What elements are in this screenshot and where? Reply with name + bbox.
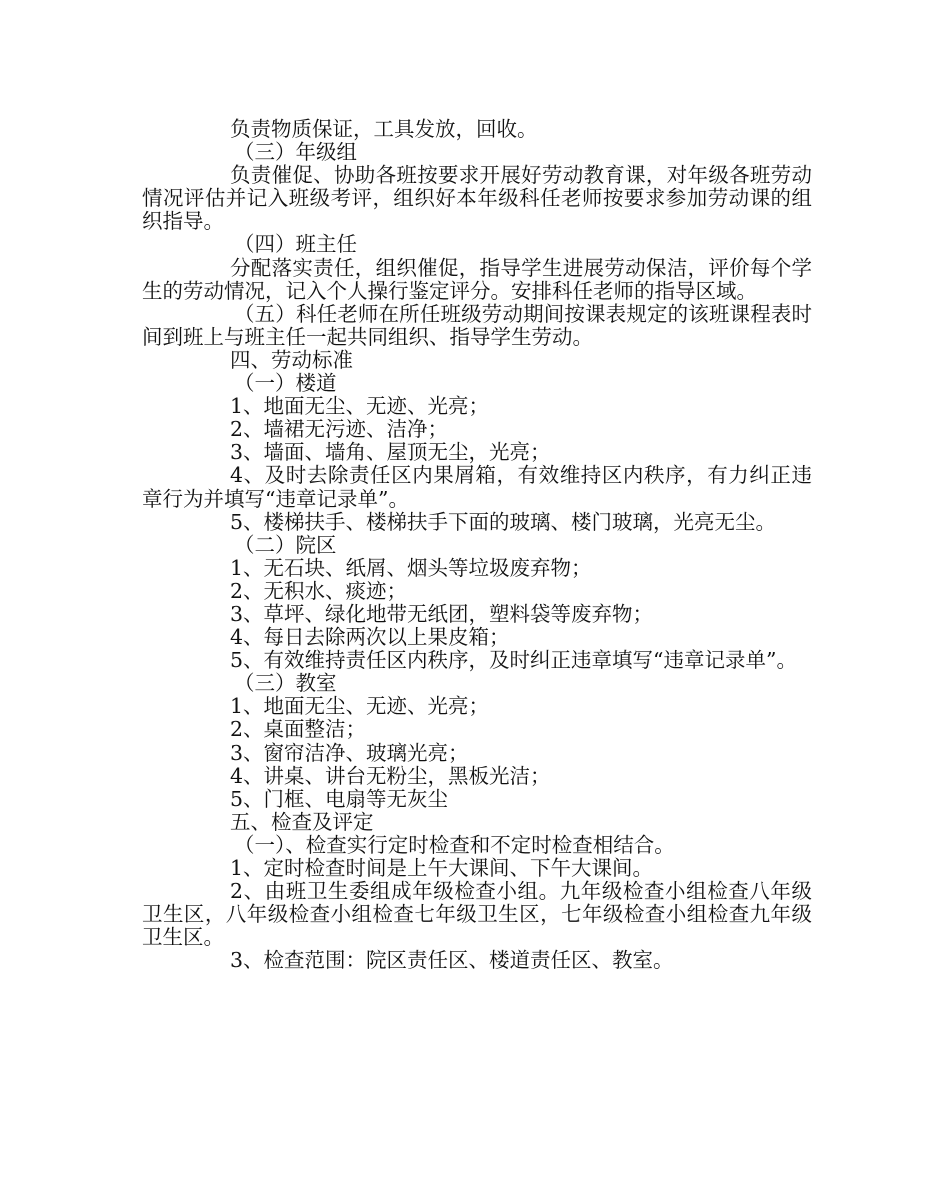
section-heading: （三）年级组 [234, 140, 357, 165]
list-item: 2、无积水、痰迹； [230, 578, 408, 603]
list-item: 2、桌面整洁； [230, 717, 367, 742]
list-item: 3、检查范围：院区责任区、楼道责任区、教室。 [230, 948, 674, 973]
section-heading: 四、劳动标准 [230, 347, 353, 372]
list-item: 1、地面无尘、无迹、光亮； [230, 394, 490, 419]
subsection-heading: （一）、检查实行定时检查和不定时检查相结合。 [234, 832, 675, 857]
list-item: 1、定时检查时间是上午大课间、下午大课间。 [230, 856, 654, 880]
list-item: 4、每日去除两次以上果皮箱； [230, 625, 510, 650]
list-item: 2、墙裙无污迹、洁净； [230, 417, 449, 442]
section-heading: （四）班主任 [234, 232, 357, 257]
list-item: 3、草坪、绿化地带无纸团，塑料袋等废弃物； [230, 601, 654, 626]
list-item: 1、地面无尘、无迹、光亮； [230, 694, 490, 719]
subsection-heading: （三）教室 [234, 671, 337, 696]
subsection-heading: （一）楼道 [234, 371, 337, 396]
list-item: 5、楼梯扶手、楼梯扶手下面的玻璃、楼门玻璃，光亮无尘。 [230, 509, 777, 534]
paragraph: （五）科任老师在所任班级劳动期间按课表规定的该班课程表时间到班上与班主任一起共同组织、指导学生劳动。 [142, 301, 812, 349]
subsection-heading: （二）院区 [234, 532, 337, 557]
list-item: 4、讲桌、讲台无粉尘，黑板光洁； [230, 763, 551, 788]
section-heading: 五、检查及评定 [230, 809, 374, 834]
list-item: 3、窗帘洁净、玻璃光亮； [230, 740, 469, 765]
paragraph: 分配落实责任，组织催促，指导学生进展劳动保洁，评价每个学生的劳动情况，记入个人操行鉴定评分。安排科任老师的指导区域。 [142, 255, 812, 303]
document-body [142, 118, 812, 972]
list-item: 1、无石块、纸屑、烟头等垃圾废弃物； [230, 555, 592, 580]
list-item: 4、及时去除责任区内果屑箱，有效维持区内秩序，有力纠正违章行为并填写“违章记录单”。 [142, 463, 812, 511]
list-item: 3、墙面、墙角、屋顶无尘，光亮； [230, 440, 551, 465]
list-item: 5、门框、电扇等无灰尘 [230, 786, 449, 811]
list-item: 5、有效维持责任区内秩序，及时纠正违章填写“违章记录单”。 [230, 648, 798, 673]
paragraph: 负责物质保证，工具发放，回收。 [230, 117, 538, 141]
list-item: 2、由班卫生委组成年级检查小组。九年级检查小组检查八年级卫生区，八年级检查小组检查七年级卫生区，七年级检查小组检查九年级卫生区。 [142, 879, 812, 950]
paragraph: 负责催促、协助各班按要求开展好劳动教育课，对年级各班劳动情况评估并记入班级考评，组织好本年级科任老师按要求参加劳动课的组织指导。 [142, 163, 812, 234]
